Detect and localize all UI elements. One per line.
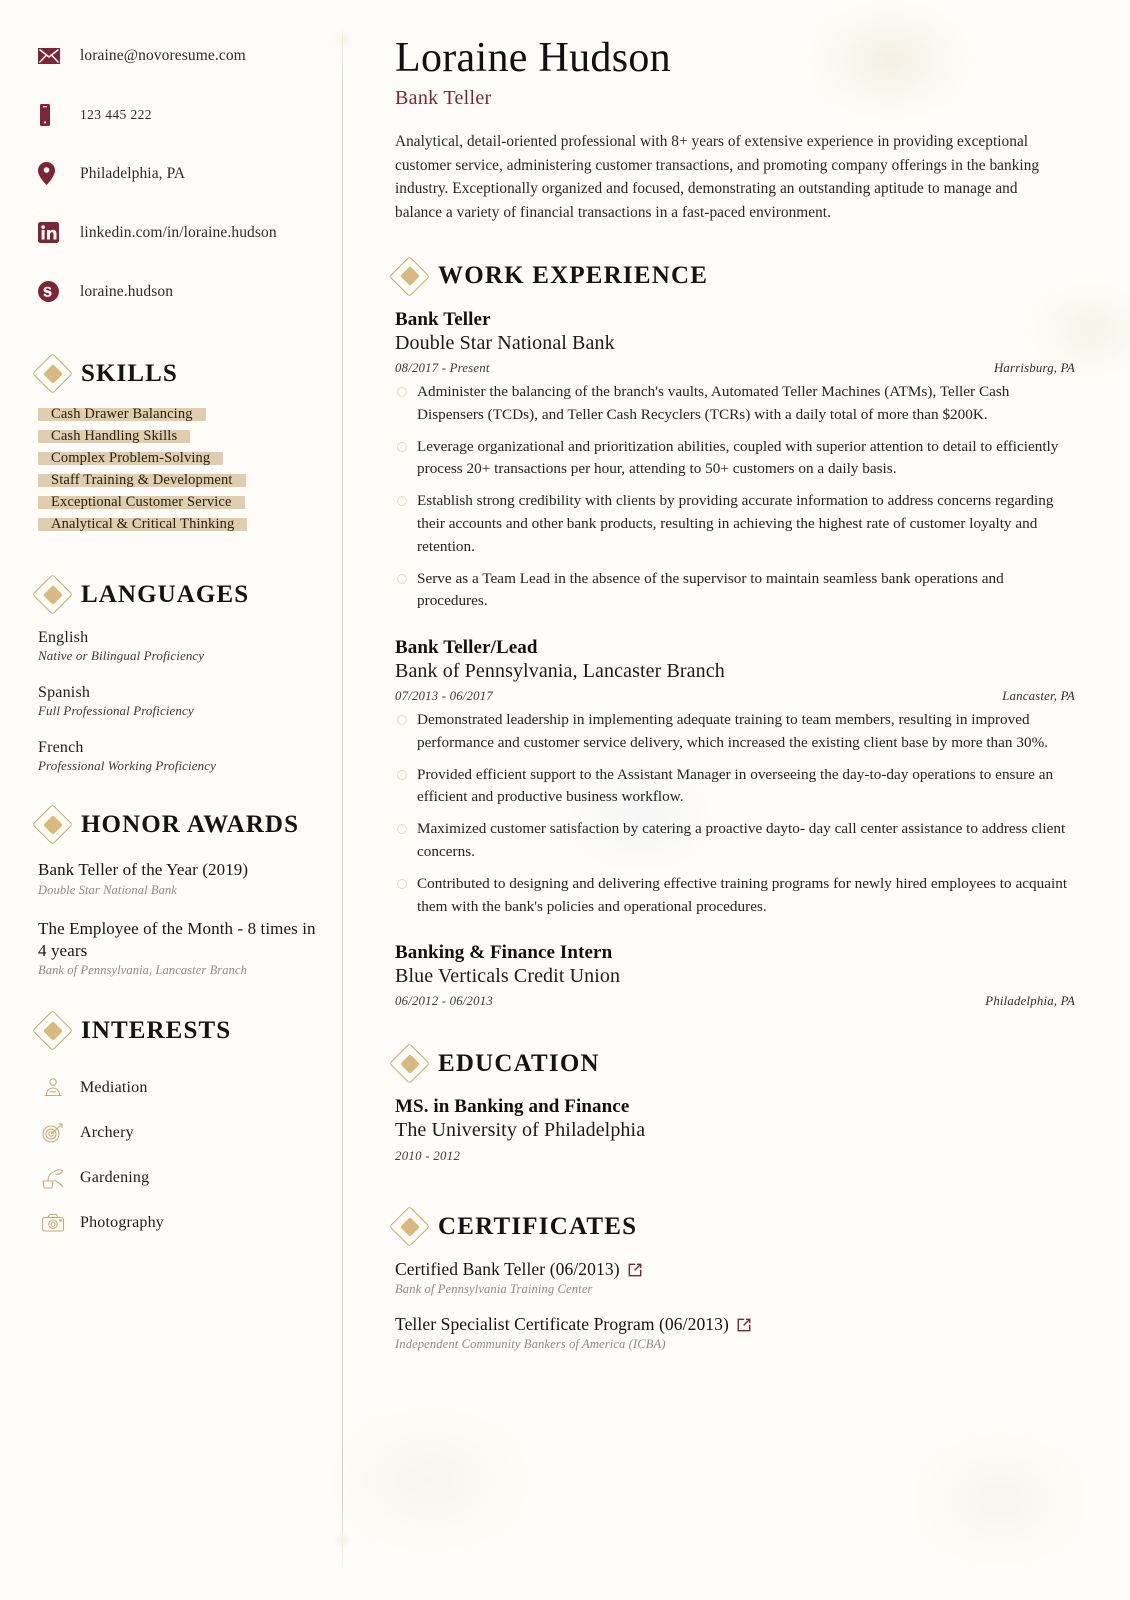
interest-label: Archery [80,1123,134,1141]
job-location: Philadelphia, PA [985,994,1075,1009]
skill-tag: Staff Training & Development [38,474,246,487]
main-column [340,0,1130,1600]
education-degree: MS. in Banking and Finance [395,1096,630,1118]
award-item [38,918,320,979]
skill-tag: Cash Handling Skills [38,430,190,443]
work-experience-heading [395,262,1075,291]
section-interests [38,1016,320,1245]
job-bullet: Maximized customer satisfaction by catering a proactive dayto- day call center assistance to address client concerns. [395,818,1075,864]
section-skills [38,359,320,540]
diamond-icon [38,580,67,609]
contact-item-skype[interactable] [38,262,320,321]
job-meta [395,994,1075,1009]
skype-icon [38,281,66,302]
job-title: Banking & Finance Intern [395,942,613,964]
certificate-entry [395,1314,1075,1352]
language-item [38,684,320,719]
contact-item-phone[interactable] [38,85,320,144]
external-link-icon[interactable] [628,1263,642,1277]
external-link-icon[interactable] [737,1318,751,1332]
interests-heading [38,1016,320,1045]
job-meta [395,689,1075,704]
language-item [38,739,320,774]
certificate-entry [395,1259,1075,1297]
contact-item-email[interactable] [38,26,320,85]
language-level: Professional Working Proficiency [38,758,216,773]
contact-value-location: Philadelphia, PA [80,164,186,182]
job-company: Double Star National Bank [395,331,615,354]
language-name: French [38,739,84,756]
job-bullet: Leverage organizational and prioritization abilities, coupled with superior attention to detail to efficiently process 20+ transactions per hour, attending to 50+ customers on a daily basis. [395,436,1075,482]
professional-summary: Analytical, detail-oriented professional with 8+ years of extensive experience in providing exceptional customer service, administering customer transactions, and promoting company offerings in the banking industry. Exceptionally organized and focused, demonstrating an outstanding aptitude to manage and balance a variety of financial transactions in a fast-paced environment. [395,133,1040,221]
section-work-experience [395,262,1075,1010]
language-name: English [38,629,89,646]
awards-heading-label: HONOR AWARDS [81,810,300,838]
section-certificates [395,1212,1075,1352]
contact-value-skype: loraine.hudson [80,282,174,300]
diamond-icon [395,262,424,291]
diamond-icon [38,359,67,388]
contact-item-location[interactable] [38,144,320,203]
job-location: Lancaster, PA [1002,689,1075,704]
job-entry [395,637,1075,918]
education-entry [395,1096,1075,1164]
diamond-icon [38,810,67,839]
certificate-title-row [395,1259,1075,1280]
job-bullet: Demonstrated leadership in implementing adequate training to team members, resulting in improved performance and customer service delivery, which increased the existing client base by more than 30%. [395,709,1075,755]
job-entry [395,942,1075,1009]
education-heading-label: EDUCATION [438,1049,600,1077]
contact-value-phone: 123 445 222 [80,106,152,122]
certificate-title: Teller Specialist Certificate Program (06/2013) [395,1314,729,1335]
sidebar [0,0,340,1600]
certificate-title: Certified Bank Teller (06/2013) [395,1259,620,1280]
linkedin-icon [38,222,66,243]
job-dates: 07/2013 - 06/2017 [395,689,493,704]
languages-heading-label: LANGUAGES [81,580,250,608]
archery-icon [38,1121,68,1145]
job-title: Bank Teller/Lead [395,637,538,659]
job-bullet: Provided efficient support to the Assistant Manager in overseeing the day-to-day operations to ensure an efficient and productive business workflow. [395,764,1075,810]
job-role-subtitle: Bank Teller [395,87,492,110]
skill-tag: Cash Drawer Balancing [38,408,206,421]
photography-icon [38,1211,68,1235]
diamond-icon [38,1016,67,1045]
job-bullet: Establish strong credibility with clients by providing accurate information to address concerns regarding their accounts and other bank products, resulting in achieving the highest rate of customer loyalty and retention. [395,490,1075,558]
job-entry [395,309,1075,613]
skill-tag: Analytical & Critical Thinking [38,518,247,531]
certificate-org: Bank of Pennsylvania Training Center [395,1282,593,1297]
interest-label: Gardening [80,1168,150,1186]
job-company: Blue Verticals Credit Union [395,965,621,988]
education-school: The University of Philadelphia [395,1119,646,1142]
skill-tag: Exceptional Customer Service [38,496,245,509]
contact-list [38,26,320,321]
location-icon [38,162,66,185]
job-bullet-list [395,381,1075,613]
interest-label: Photography [80,1213,164,1231]
interests-heading-label: INTERESTS [81,1016,232,1044]
language-level: Native or Bilingual Proficiency [38,648,205,663]
interest-label: Mediation [80,1078,148,1096]
interest-item-photography [38,1200,320,1245]
work-experience-heading-label: WORK EXPERIENCE [438,262,709,290]
job-bullet: Contributed to designing and delivering effective training programs for newly hired employees to acquaint them with the bank's policies and operational procedures. [395,873,1075,919]
certificate-title-row [395,1314,1075,1335]
contact-item-linkedin[interactable] [38,203,320,262]
certificate-org: Independent Community Bankers of America (ICBA) [395,1337,666,1352]
language-item [38,629,320,664]
divider-ornament-bottom [333,1530,352,1549]
skills-heading [38,359,320,388]
award-title: The Employee of the Month - 8 times in 4 years [38,918,316,960]
education-heading [395,1049,1075,1078]
contact-value-linkedin: linkedin.com/in/loraine.hudson [80,223,277,241]
job-dates: 08/2017 - Present [395,360,490,375]
gardening-icon [38,1166,68,1190]
certificates-heading [395,1212,1075,1241]
mediation-icon [38,1076,68,1100]
section-education [395,1049,1075,1164]
awards-heading [38,810,320,839]
phone-icon [38,104,66,126]
section-honor-awards [38,810,320,978]
language-name: Spanish [38,684,91,701]
skill-tag: Complex Problem-Solving [38,452,223,465]
job-bullet-list [395,709,1075,918]
column-divider [342,28,343,1568]
interest-item-gardening [38,1155,320,1200]
contact-value-email: loraine@novoresume.com [80,46,246,64]
job-title: Bank Teller [395,308,491,330]
skills-heading-label: SKILLS [81,359,178,387]
job-location: Harrisburg, PA [993,360,1075,375]
award-item [38,859,320,898]
language-level: Full Professional Proficiency [38,703,194,718]
education-dates: 2010 - 2012 [395,1149,461,1164]
job-dates: 06/2012 - 06/2013 [395,994,493,1009]
diamond-icon [395,1049,424,1078]
page-title: Loraine Hudson [395,35,671,81]
interest-item-archery [38,1110,320,1155]
job-bullet: Serve as a Team Lead in the absence of the supervisor to maintain seamless bank operations and procedures. [395,568,1075,614]
job-company: Bank of Pennsylvania, Lancaster Branch [395,660,725,683]
award-org: Bank of Pennsylvania, Lancaster Branch [38,963,247,978]
award-title: Bank Teller of the Year (2019) [38,860,249,879]
email-icon [38,48,66,64]
certificates-heading-label: CERTIFICATES [438,1212,638,1240]
skill-tag-list [38,408,320,540]
languages-heading [38,580,320,609]
diamond-icon [395,1212,424,1241]
job-meta [395,361,1075,376]
section-languages [38,580,320,774]
award-org: Double Star National Bank [38,882,177,897]
interest-item-mediation [38,1065,320,1110]
job-bullet: Administer the balancing of the branch's vaults, Automated Teller Machines (ATMs), Teller Cash Dispensers (TCDs), and Teller Cash Recyclers (TCRs) with a daily total of more than $200K. [395,381,1075,427]
